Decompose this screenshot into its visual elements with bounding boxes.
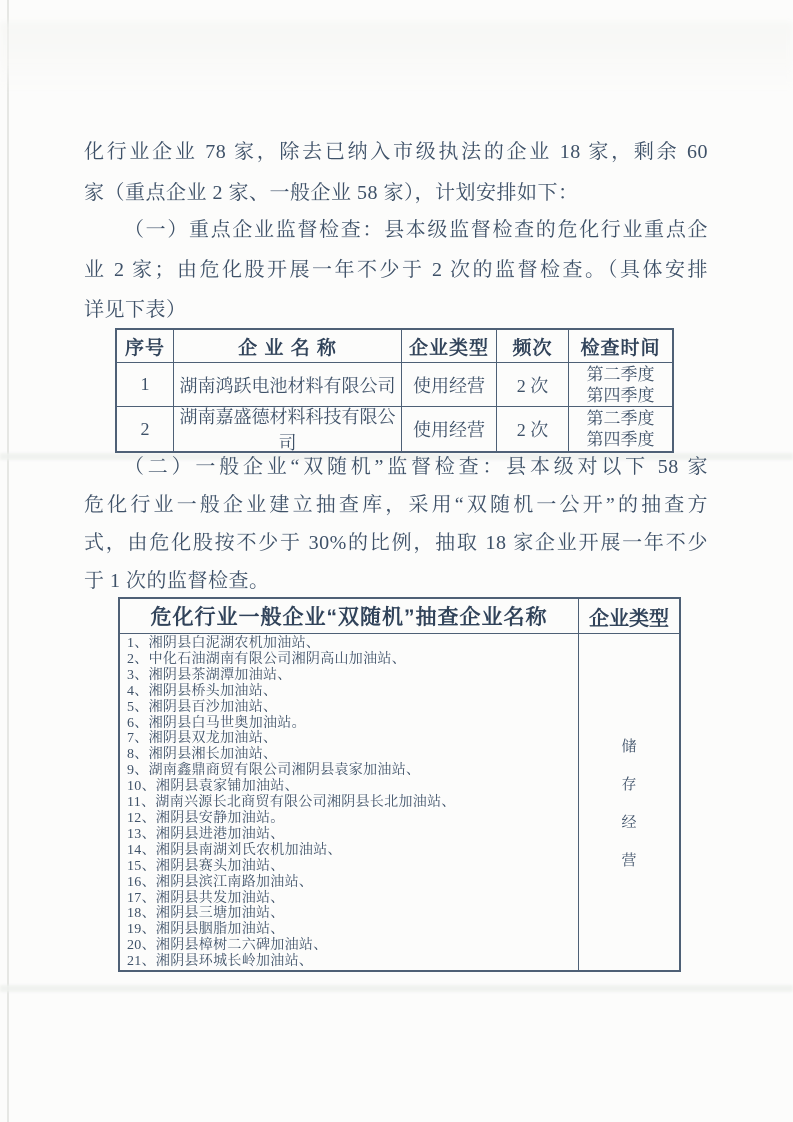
cell-inspection-time — [569, 407, 672, 451]
table-header-pool-name: 危化行业一般企业“双随机”抽查企业名称 — [120, 599, 579, 634]
section-1-paragraph — [84, 210, 708, 330]
paragraph-line: 危化行业一般企业建立抽查库，采用“双随机一公开”的抽查方 — [84, 494, 708, 516]
cell-enterprise-name: 湖南嘉盛德材料科技有限公司 — [174, 407, 402, 451]
cell-enterprise-name: 湖南鸿跃电池材料有限公司 — [174, 363, 402, 407]
paragraph-line: 家（重点企业 2 家、一般企业 58 家），计划安排如下： — [84, 182, 579, 204]
table-header-name: 企 业 名 称 — [174, 330, 402, 363]
type-char: 营 — [621, 852, 637, 869]
list-item: 10、湘阴县袁家铺加油站、 — [127, 779, 299, 795]
enterprise-list — [120, 634, 579, 970]
list-item: 1、湘阴县白泥湖农机加油站、 — [127, 636, 321, 651]
table-header-type: 企业类型 — [402, 330, 497, 363]
cell-seq: 1 — [117, 363, 174, 407]
paragraph-line: （一）重点企业监督检查：县本级监督检查的危化行业重点企 — [124, 219, 708, 241]
type-char: 存 — [621, 776, 637, 793]
table-header-enterprise-type: 企业类型 — [579, 599, 679, 634]
cell-enterprise-type: 使用经营 — [402, 363, 497, 407]
intro-paragraph — [84, 132, 708, 214]
list-item: 20、湘阴县樟树二六碑加油站、 — [127, 938, 328, 954]
scan-band-artifact — [0, 985, 793, 992]
list-item: 4、湘阴县桥头加油站、 — [127, 683, 278, 699]
list-item: 8、湘阴县湘长加油站、 — [127, 747, 278, 763]
type-char: 储 — [621, 738, 637, 755]
scan-edge-artifact — [7, 0, 9, 1122]
list-item: 3、湘阴县茶湖潭加油站、 — [127, 667, 292, 683]
cell-seq: 2 — [117, 407, 174, 451]
list-item: 19、湘阴县胭脂加油站、 — [127, 922, 285, 938]
cell-enterprise-type: 使用经营 — [402, 407, 497, 451]
table-header-time: 检查时间 — [569, 330, 672, 363]
list-item: 14、湘阴县南湖刘氏农机加油站、 — [127, 842, 342, 858]
time-line: 第二季度 — [586, 364, 655, 384]
list-item: 13、湘阴县进港加油站、 — [127, 826, 285, 842]
paragraph-line: 式，由危化股按不少于 30%的比例，抽取 18 家企业开展一年不少 — [84, 532, 708, 554]
time-line: 第四季度 — [586, 385, 655, 405]
list-item: 15、湘阴县赛头加油站、 — [127, 858, 285, 874]
list-item: 17、湘阴县共发加油站、 — [127, 890, 285, 906]
paragraph-line: 于 1 次的监督检查。 — [84, 570, 270, 592]
list-item: 21、湘阴县环城长岭加油站、 — [127, 954, 314, 970]
list-item: 2、中化石油湖南有限公司湘阴高山加油站、 — [127, 651, 406, 667]
list-item: 6、湘阴县白马世奥加油站。 — [127, 715, 306, 731]
list-item: 12、湘阴县安静加油站。 — [127, 810, 285, 826]
list-item: 11、湖南兴源长北商贸有限公司湘阴县长北加油站、 — [127, 795, 456, 811]
storage-type-column — [579, 634, 679, 970]
list-item: 18、湘阴县三塘加油站、 — [127, 906, 285, 922]
paragraph-line: 详见下表） — [84, 299, 187, 321]
key-enterprise-table — [115, 328, 674, 453]
time-line: 第四季度 — [586, 430, 655, 449]
list-item: 5、湘阴县百沙加油站、 — [127, 699, 278, 715]
paragraph-line: 业 2 家；由危化股开展一年不少于 2 次的监督检查。（具体安排 — [84, 259, 708, 281]
random-inspection-table — [118, 597, 681, 972]
table-header-seq: 序号 — [117, 330, 174, 363]
list-item: 7、湘阴县双龙加油站、 — [127, 731, 278, 747]
scan-smudge-artifact — [0, 22, 793, 92]
table-header-freq: 频次 — [497, 330, 569, 363]
type-char: 经 — [621, 814, 637, 831]
time-line: 第二季度 — [586, 409, 655, 428]
cell-frequency: 2 次 — [497, 363, 569, 407]
cell-frequency: 2 次 — [497, 407, 569, 451]
list-item: 9、湖南鑫鼎商贸有限公司湘阴县袁家加油站、 — [127, 763, 421, 779]
paragraph-line: 化行业企业 78 家，除去已纳入市级执法的企业 18 家，剩余 60 — [84, 141, 708, 163]
cell-inspection-time — [569, 363, 672, 407]
list-item: 16、湘阴县滨江南路加油站、 — [127, 874, 314, 890]
paragraph-line: （二）一般企业“双随机”监督检查：县本级对以下 58 家 — [124, 456, 708, 478]
section-2-paragraph — [84, 448, 708, 600]
